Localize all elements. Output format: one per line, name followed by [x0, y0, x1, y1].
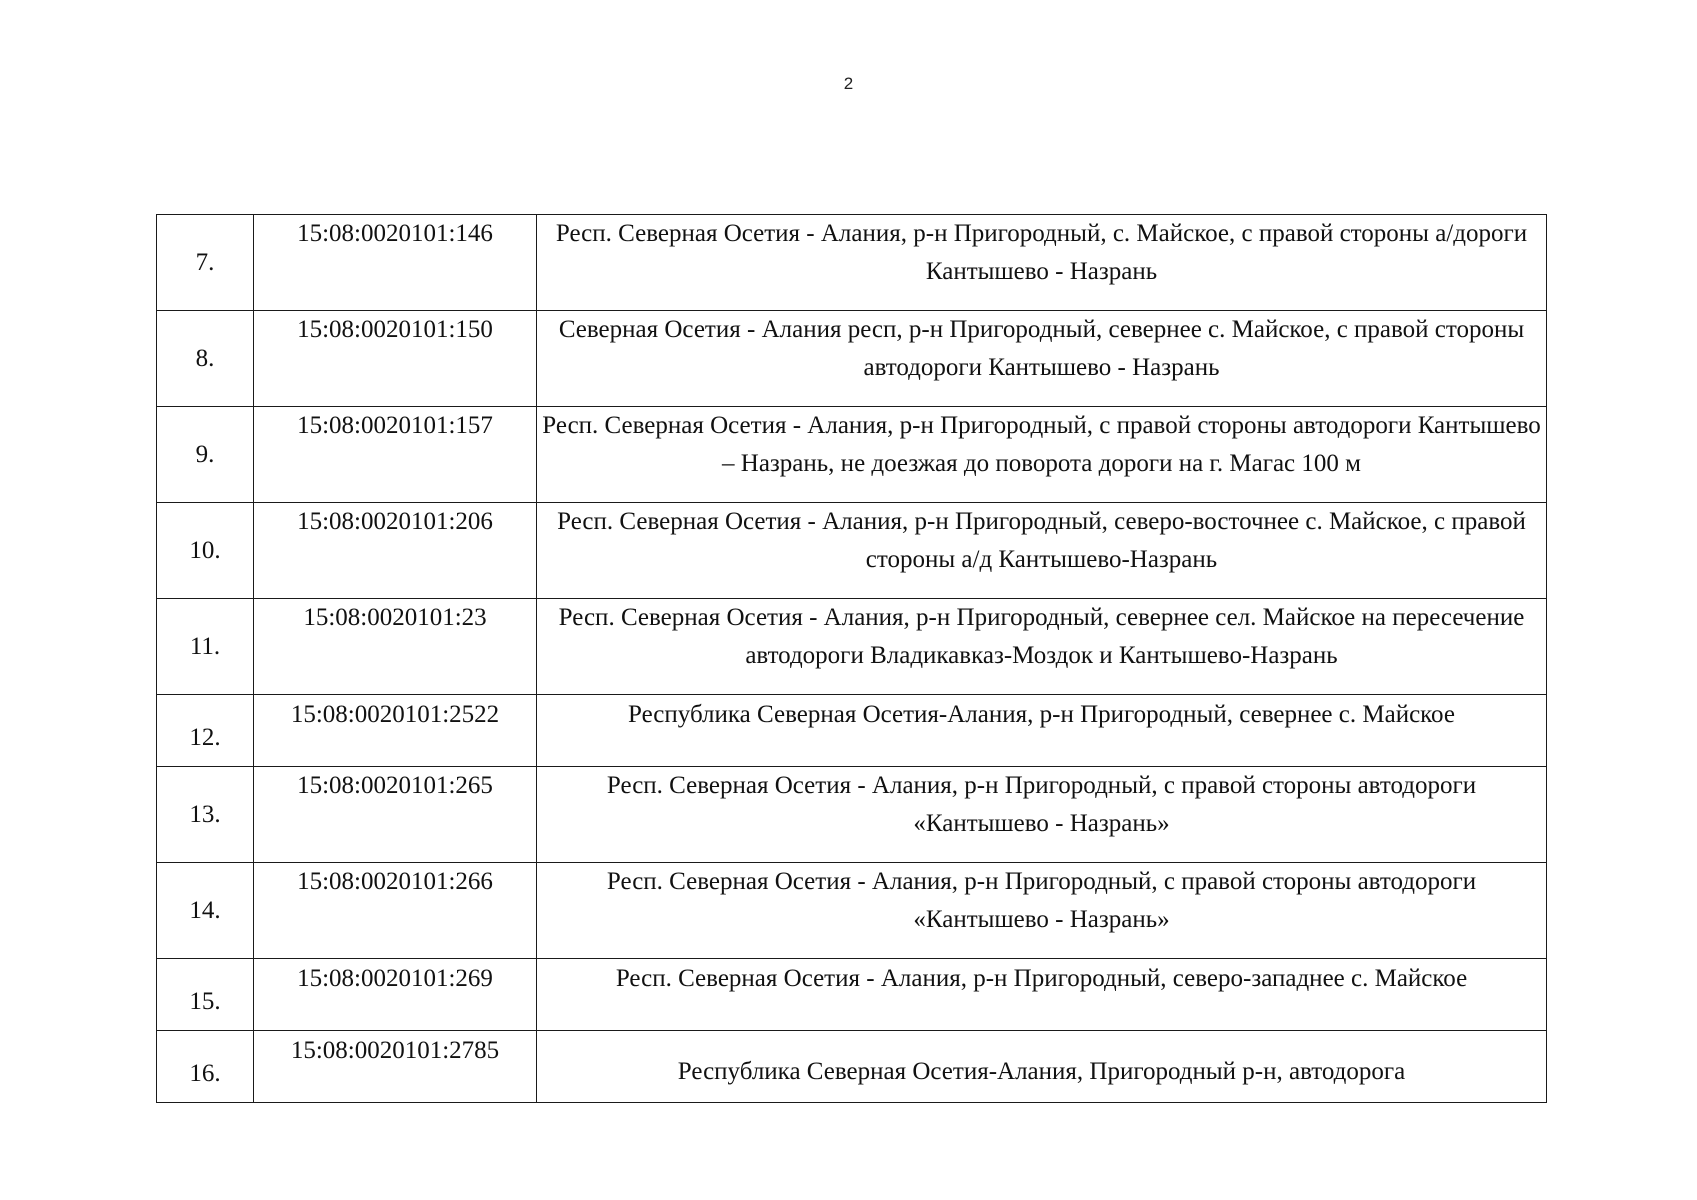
address: Респ. Северная Осетия - Алания, р-н Пригородный, с правой стороны автодороги «Кантышево - Назрань»	[537, 767, 1547, 863]
table-row	[157, 407, 1547, 503]
table-row	[157, 959, 1547, 1031]
row-number: 8.	[157, 311, 254, 407]
table-row	[157, 215, 1547, 311]
cadastral-number: 15:08:0020101:2522	[254, 695, 537, 767]
row-number: 10.	[157, 503, 254, 599]
cadastral-number: 15:08:0020101:269	[254, 959, 537, 1031]
address: Северная Осетия - Алания респ, р-н Пригородный, севернее с. Майское, с правой стороны автодороги Кантышево - Назрань	[537, 311, 1547, 407]
table-row	[157, 695, 1547, 767]
row-number: 15.	[157, 959, 254, 1031]
address: Респ. Северная Осетия - Алания, р-н Пригородный, севернее сел. Майское на пересечение автодороги Владикавказ-Моздок и Кантышево-Назрань	[537, 599, 1547, 695]
row-number: 14.	[157, 863, 254, 959]
address: Респ. Северная Осетия - Алания, р-н Пригородный, с правой стороны автодороги Кантышево – Назрань, не доезжая до поворота дороги на г. Магас 100 м	[537, 407, 1547, 503]
cadastral-number: 15:08:0020101:146	[254, 215, 537, 311]
row-number: 7.	[157, 215, 254, 311]
address: Респ. Северная Осетия - Алания, р-н Пригородный, северо-западнее с. Майское	[537, 959, 1547, 1031]
address: Республика Северная Осетия-Алания, р-н Пригородный, севернее с. Майское	[537, 695, 1547, 767]
address: Респ. Северная Осетия - Алания, р-н Пригородный, северо-восточнее с. Майское, с правой стороны а/д Кантышево-Назрань	[537, 503, 1547, 599]
cadastral-number: 15:08:0020101:266	[254, 863, 537, 959]
table-row	[157, 599, 1547, 695]
row-number: 16.	[157, 1031, 254, 1103]
table-row	[157, 503, 1547, 599]
row-number: 9.	[157, 407, 254, 503]
cadastral-number: 15:08:0020101:157	[254, 407, 537, 503]
table-row	[157, 311, 1547, 407]
address: Республика Северная Осетия-Алания, Пригородный р-н, автодорога	[537, 1031, 1547, 1103]
row-number: 13.	[157, 767, 254, 863]
cadastral-number: 15:08:0020101:265	[254, 767, 537, 863]
cadastral-number: 15:08:0020101:2785	[254, 1031, 537, 1103]
table-row	[157, 767, 1547, 863]
page-number: 2	[843, 74, 854, 93]
row-number: 12.	[157, 695, 254, 767]
land-parcels-table	[156, 214, 1547, 1103]
table-row	[157, 1031, 1547, 1103]
cadastral-number: 15:08:0020101:23	[254, 599, 537, 695]
row-number: 11.	[157, 599, 254, 695]
table-row	[157, 863, 1547, 959]
address: Респ. Северная Осетия - Алания, р-н Пригородный, с. Майское, с правой стороны а/дороги Кантышево - Назрань	[537, 215, 1547, 311]
cadastral-number: 15:08:0020101:150	[254, 311, 537, 407]
address: Респ. Северная Осетия - Алания, р-н Пригородный, с правой стороны автодороги «Кантышево - Назрань»	[537, 863, 1547, 959]
cadastral-number: 15:08:0020101:206	[254, 503, 537, 599]
